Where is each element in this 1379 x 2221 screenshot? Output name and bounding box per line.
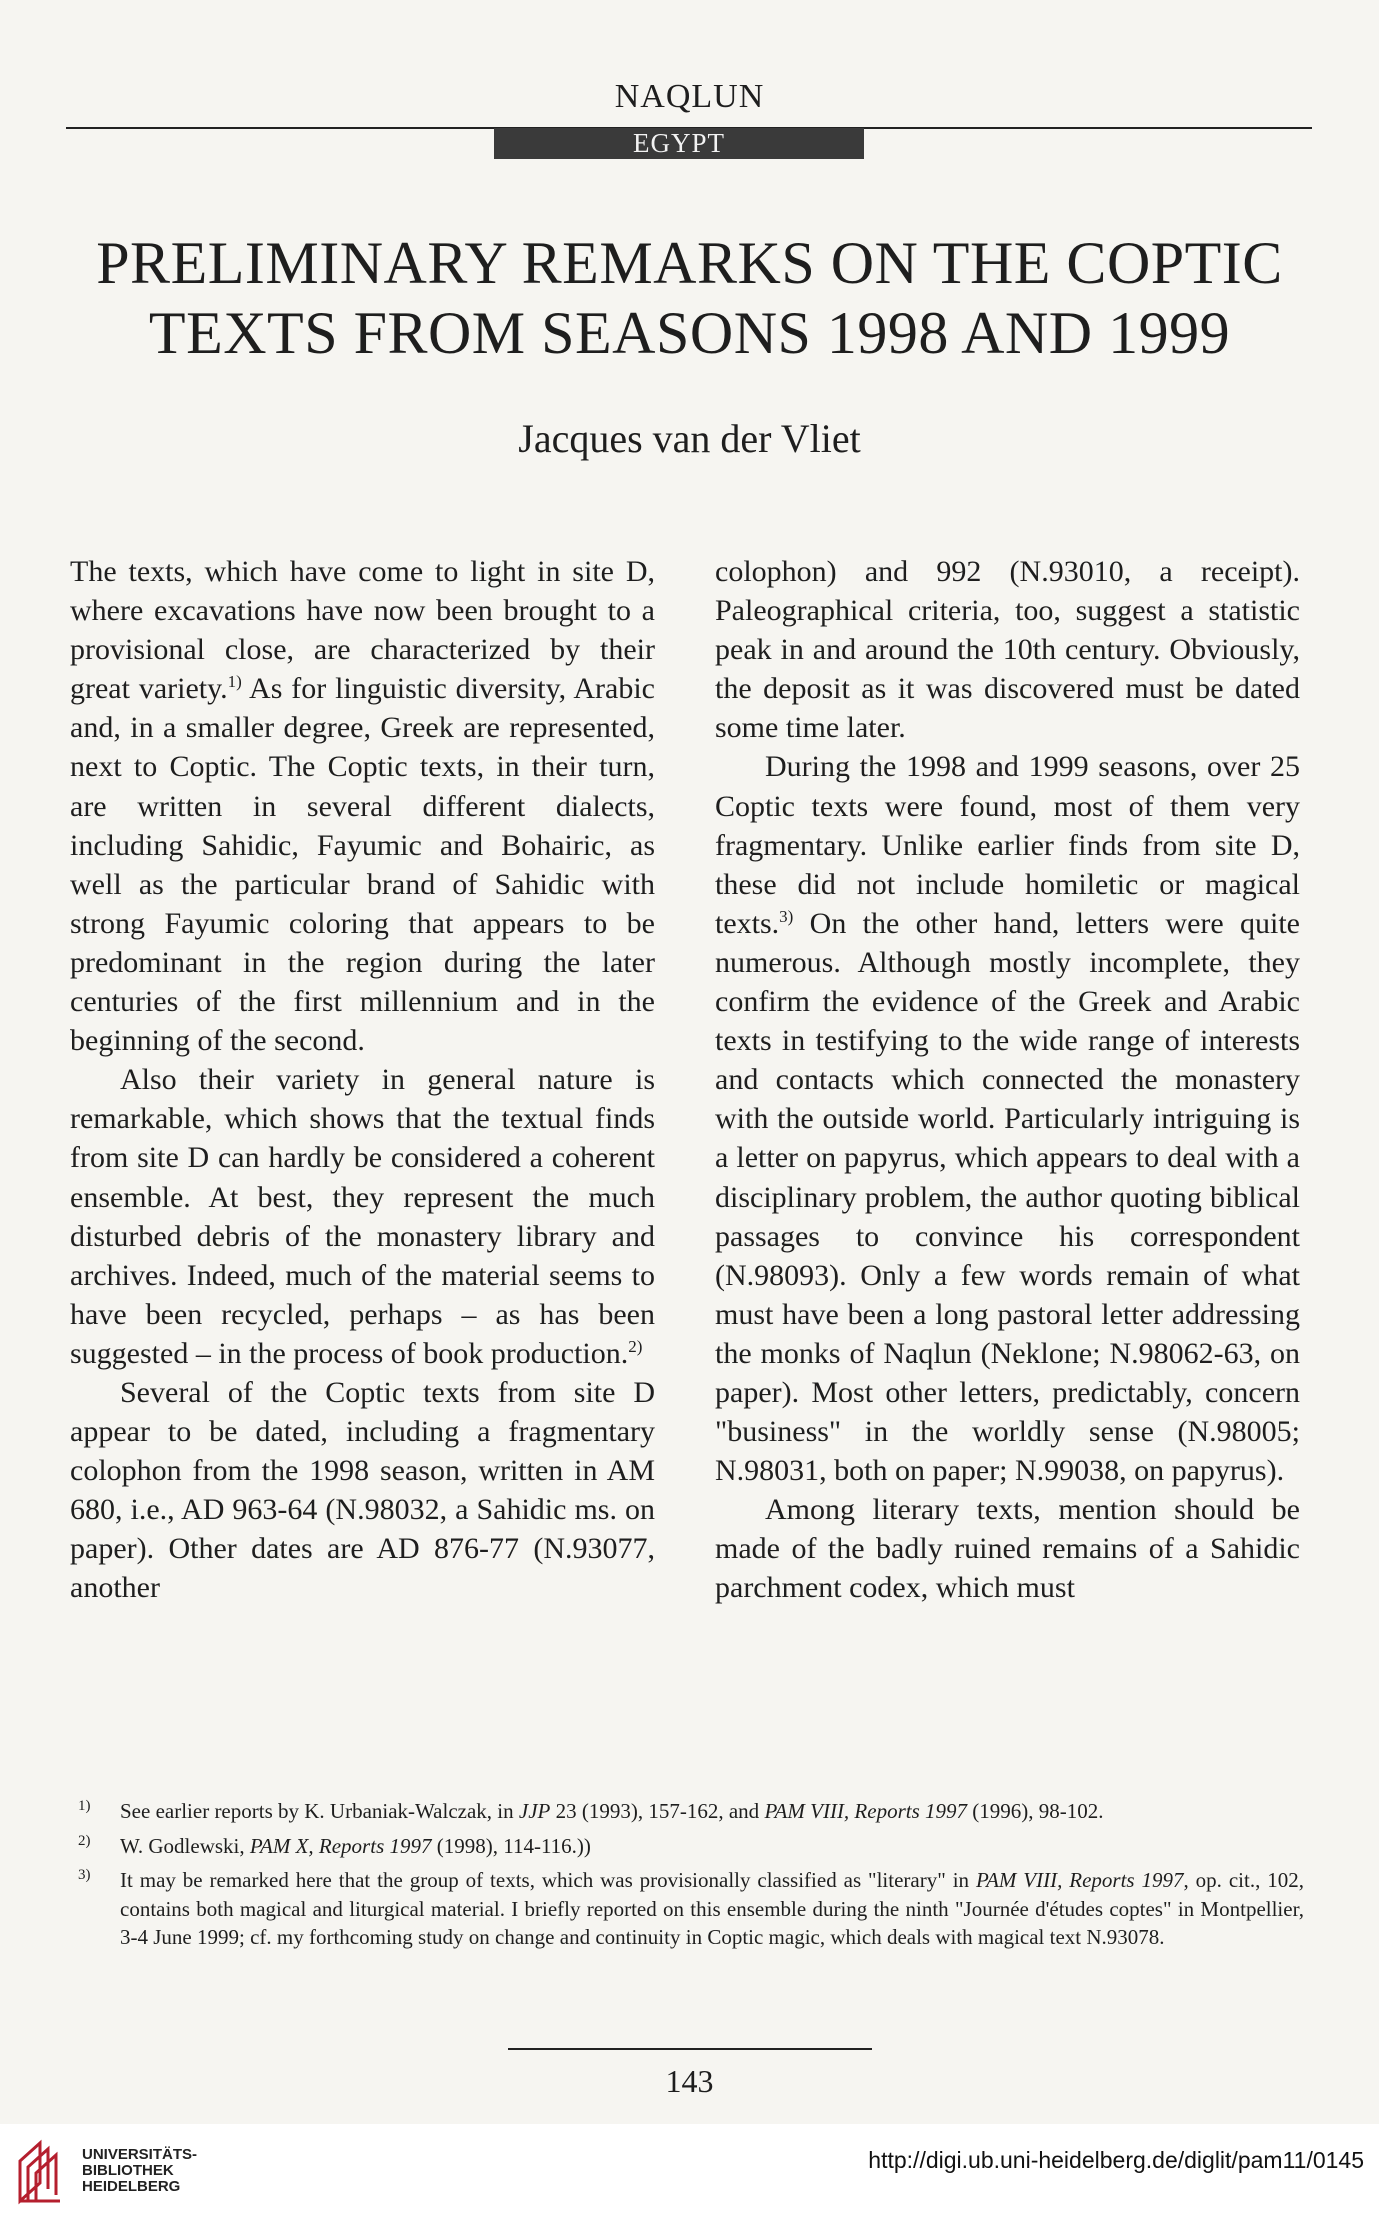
country-band: EGYPT — [494, 128, 864, 159]
right-p2-text-b: On the other hand, letters were quite numerous. Although mostly incomplete, they confirm the evidence of the Greek and Arabic texts in testifying to the wide range of interests and contacts which connected the monastery with the outside world. Particularly intriguing is a letter on papyrus, which appears to deal with a disciplinary problem, the author quoting biblical passages to convince his correspondent (N.98093). Only a few words remain of what must have been a long pastoral letter addressing the monks of Naqlun (Neklone; N.98062-63, on paper). Most other letters, predictably, concern "business" in the worldly sense (N.98005; N.98031, both on paper; N.99038, on papyrus). — [715, 906, 1300, 1488]
footnote-italic: PAM X, Reports 1997 — [249, 1833, 432, 1858]
footnote-text: (1998), 114-116.)) — [431, 1833, 591, 1858]
right-paragraph-2 — [715, 747, 1300, 1490]
right-p2-text-a: During the 1998 and 1999 seasons, over 25 Coptic texts were found, most of them very fragmentary. Unlike earlier finds from site D, these did not include homiletic or magical texts. — [715, 750, 1300, 940]
footnote-italic: PAM VIII, Reports 1997 — [975, 1868, 1184, 1892]
footnote-mark: 2) — [78, 1832, 91, 1849]
footnote-text: , op. cit., 102, contains both magical and liturgical material. I briefly reported on this ensemble during the ninth "Journée d'études coptes" in Montpellier, 3-4 June 1999; cf. my forthcoming study on change and continuity in Coptic magic, which deals with magical text N.93078. — [120, 1868, 1304, 1949]
right-column — [715, 552, 1300, 1608]
footnote-2 — [70, 1832, 1304, 1861]
right-paragraph-3: Among literary texts, mention should be made of the badly ruined remains of a Sahidic parchment codex, which must — [715, 1493, 1300, 1605]
left-p2-text: Also their variety in general nature is remarkable, which shows that the textual finds from site D can hardly be considered a coherent ensemble. At best, they represent the much disturbed debris of the monastery library and archives. Indeed, much of the material seems to have been recycled, perhaps – as has been suggested – in the process of book production. — [70, 1063, 655, 1370]
footnote-italic: PAM VIII, Reports 1997 — [764, 1799, 968, 1823]
footnote-ref-2[interactable]: 2) — [628, 1336, 643, 1356]
footnote-text: See earlier reports by K. Urbaniak-Walczak, in — [120, 1799, 519, 1823]
digitization-footer — [0, 2124, 1379, 2221]
footnote-3 — [70, 1866, 1304, 1952]
article-author: Jacques van der Vliet — [518, 416, 861, 461]
source-url-link[interactable]: http://digi.ub.uni-heidelberg.de/diglit/pam11/0145 — [868, 2147, 1364, 2173]
article-title-line2: TEXTS FROM SEASONS 1998 AND 1999 — [148, 300, 1231, 366]
page-number: 143 — [665, 2063, 714, 2099]
library-name-line: HEIDELBERG — [82, 2178, 181, 2195]
footnote-mark: 1) — [78, 1798, 91, 1814]
article-title — [60, 228, 1319, 368]
footnote-ref-1[interactable]: 1) — [227, 672, 242, 692]
footnote-text: (1996), 98-102. — [967, 1799, 1104, 1823]
library-logo-icon[interactable] — [14, 2137, 74, 2207]
library-name-line: BIBLIOTHEK — [82, 2162, 174, 2179]
footnote-text: 23 (1993), 157-162, and — [550, 1799, 765, 1823]
footnote-text: It may be remarked here that the group of texts, which was provisionally classified as "literary" in — [120, 1868, 976, 1892]
left-p1-text-a: The texts, which have come to light in site D, where excavations have now been brought to a provisional close, are characterized by their great variety. — [70, 555, 655, 706]
library-name — [82, 2147, 197, 2195]
running-head-title: NAQLUN — [614, 78, 765, 115]
article-title-line1: PRELIMINARY REMARKS ON THE COPTIC — [96, 230, 1283, 296]
footnote-mark: 3) — [78, 1867, 91, 1883]
footnote-italic: JJP — [518, 1799, 551, 1823]
left-paragraph-1 — [70, 552, 655, 1060]
left-paragraph-3: Several of the Coptic texts from site D appear to be dated, including a fragmentary colophon from the 1998 season, written in AM 680, i.e., AD 963-64 (N.98032, a Sahidic ms. on paper). Other dates are AD 876-77 (N.93077, another — [70, 1375, 655, 1605]
left-p1-text-b: As for linguistic diversity, Arabic and, in a smaller degree, Greek are represented, next to Coptic. The Coptic texts, in their turn, are written in several different dialects, including Sahidic, Fayumic and Bohairic, as well as the particular brand of Sahidic with strong Fayumic coloring that appears to be predominant in the region during the later centuries of the first millennium and in the beginning of the second. — [70, 672, 655, 1058]
library-name-line: UNIVERSITÄTS- — [82, 2146, 198, 2163]
left-paragraph-2 — [70, 1060, 655, 1373]
page-number-rule — [508, 2048, 872, 2050]
footnote-1 — [70, 1797, 1304, 1826]
right-paragraph-1: colophon) and 992 (N.93010, a receipt). Paleographical criteria, too, suggest a statistic peak in and around the 10th century. Obviously, the deposit as it was discovered must be dated some time later. — [715, 555, 1300, 745]
footnote-ref-3[interactable]: 3) — [779, 906, 794, 926]
footnotes — [70, 1797, 1304, 1958]
left-column — [70, 552, 655, 1608]
footnote-text: W. Godlewski, — [120, 1833, 250, 1858]
